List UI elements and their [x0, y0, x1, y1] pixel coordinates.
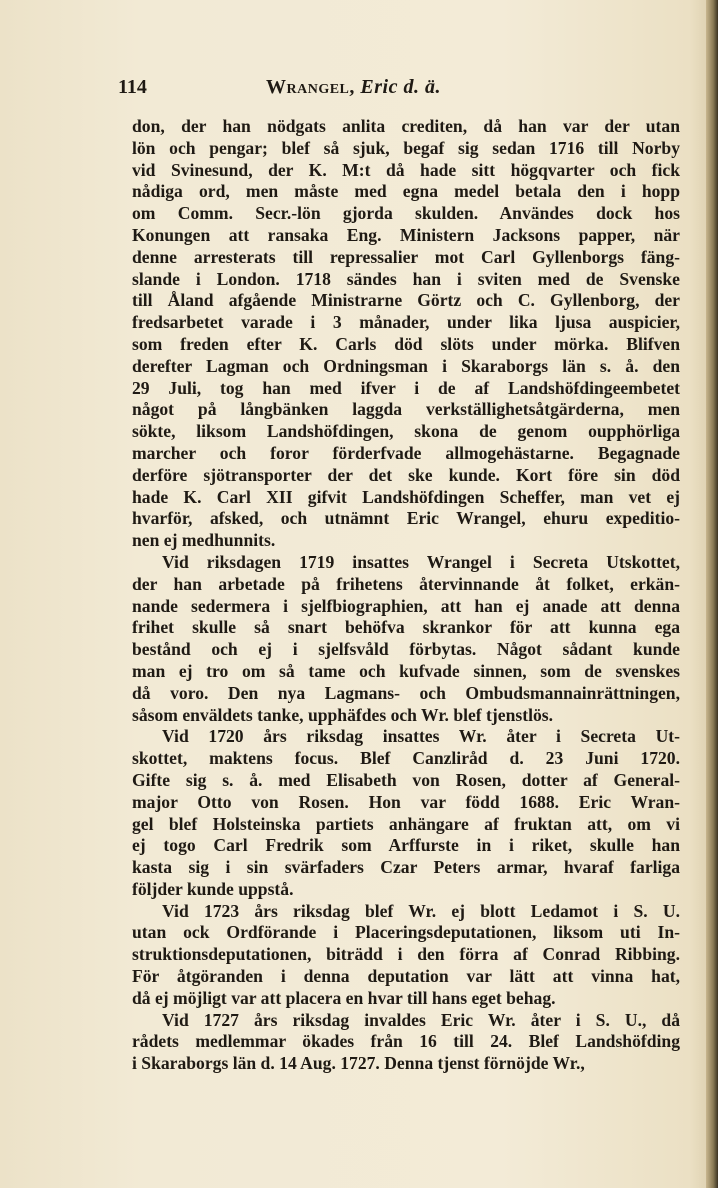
text-line: Vid 1727 års riksdag invaldes Eric Wr. åter i S. U., då — [162, 1009, 680, 1030]
text-line: denne arresterats till repressalier mot Carl Gyllenborgs fäng- — [132, 246, 680, 267]
page-number: 114 — [118, 76, 147, 98]
text-line: lön och pengar; blef så sjuk, begaf sig sedan 1716 till Norby — [132, 137, 680, 158]
running-head-title: Eric d. ä. — [360, 76, 441, 98]
text-line: För åtgöranden i denna deputation var lätt att vinna hat, — [132, 966, 680, 987]
text-line: slande i London. 1718 sändes han i sviten med de Svenske — [132, 268, 680, 289]
text-line: don, der han nödgats anlita crediten, då han var der utan — [132, 116, 680, 136]
page-edge — [706, 0, 718, 1188]
text-line: såsom enväldets tanke, upphäfdes och Wr. blef tjenstlös. — [132, 704, 554, 725]
text-line: om Comm. Secr.-lön gjorda skulden. Användes dock hos — [132, 203, 680, 224]
text-line: hvarför, afsked, och utnämnt Eric Wrangel, ehuru expeditio- — [132, 508, 680, 529]
text-line: Vid 1723 års riksdag blef Wr. ej blott Ledamot i S. U. — [162, 900, 680, 921]
page-header — [118, 76, 678, 106]
text-line: major Otto von Rosen. Hon var född 1688. Eric Wran- — [132, 791, 680, 812]
text-line: fredsarbetet varade i 3 månader, under lika ljusa auspicier, — [132, 312, 680, 333]
text-line: derföre sjötransporter der det ske kunde. Kort före sin död — [132, 464, 680, 485]
text-line: 29 Juli, tog han med ifver i de af Landshöfdingeembetet — [132, 377, 680, 398]
text-line: Vid 1720 års riksdag insattes Wr. åter i Secreta Ut- — [162, 726, 680, 747]
text-line: utan ock Ordförande i Placeringsdeputationen, liksom uti In- — [132, 922, 680, 943]
text-line: bestånd och ej i sjelfsvåld förbytas. Något sådant kunde — [132, 639, 680, 660]
text-line: frihet skulle så snart behöfva skrankor för att kunna ega — [132, 617, 680, 638]
text-line: hade K. Carl XII gifvit Landshöfdingen Scheffer, man vet ej — [132, 486, 680, 507]
text-line: följder kunde uppstå. — [132, 878, 294, 899]
text-line: man ej tro om så tame och kufvade sinnen, som de svenskes — [132, 660, 680, 681]
text-line: struktionsdeputationen, biträdd i den förra af Conrad Ribbing. — [132, 944, 680, 965]
text-line: skottet, maktens focus. Blef Canzliråd d. 23 Juni 1720. — [132, 748, 680, 769]
text-line: då voro. Den nya Lagmans- och Ombudsmannainrättningen, — [132, 682, 680, 703]
text-line: derefter Lagman och Ordningsman i Skaraborgs län s. å. den — [132, 355, 680, 376]
text-line: sökte, liksom Landshöfdingen, skona de genom oupphörliga — [132, 421, 680, 442]
text-line: marcher och foror förderfvade allmogehästarne. Begagnade — [132, 442, 680, 463]
text-line: ej togo Carl Fredrik som Arffurste in i riket, skulle han — [132, 835, 680, 856]
text-line: som freden efter K. Carls död slöts under mörka. Blifven — [132, 333, 680, 354]
text-line: till Åland afgående Ministrarne Görtz och C. Gyllenborg, der — [132, 290, 680, 311]
running-head — [266, 76, 441, 99]
text-line: Gifte sig s. å. med Elisabeth von Rosen, dotter af General- — [132, 769, 680, 790]
text-line: Konungen att ransaka Eng. Ministern Jacksons papper, när — [132, 224, 680, 245]
text-line: nen ej medhunnits. — [132, 530, 276, 551]
text-line: i Skaraborgs län d. 14 Aug. 1727. Denna tjenst förnöjde Wr., — [132, 1053, 585, 1074]
text-line: der han arbetade på frihetens återvinnande åt folket, erkän- — [132, 573, 680, 594]
text-line: kasta sig i sin svärfaders Czar Peters armar, hvaraf farliga — [132, 857, 680, 878]
body-text — [132, 116, 680, 1075]
running-head-name: Wrangel, — [266, 76, 355, 98]
text-line: nande sedermera i sjelfbiographien, att han ej anade att denna — [132, 595, 680, 616]
text-line: gel blef Holsteinska partiets anhängare af fruktan att, om vi — [132, 813, 680, 834]
text-line: rådets medlemmar ökades från 16 till 24. Blef Landshöfding — [132, 1031, 680, 1052]
text-line: vid Svinesund, der K. M:t då hade sitt högqvarter och fick — [132, 159, 680, 180]
text-line: då ej möjligt var att placera en hvar till hans eget behag. — [132, 987, 556, 1008]
text-line: Vid riksdagen 1719 insattes Wrangel i Secreta Utskottet, — [162, 551, 680, 572]
text-line: något på långbänken laggda verkställighetsåtgärderna, men — [132, 399, 680, 420]
text-line: nådiga ord, men måste med egna medel betala den i hopp — [132, 181, 680, 202]
